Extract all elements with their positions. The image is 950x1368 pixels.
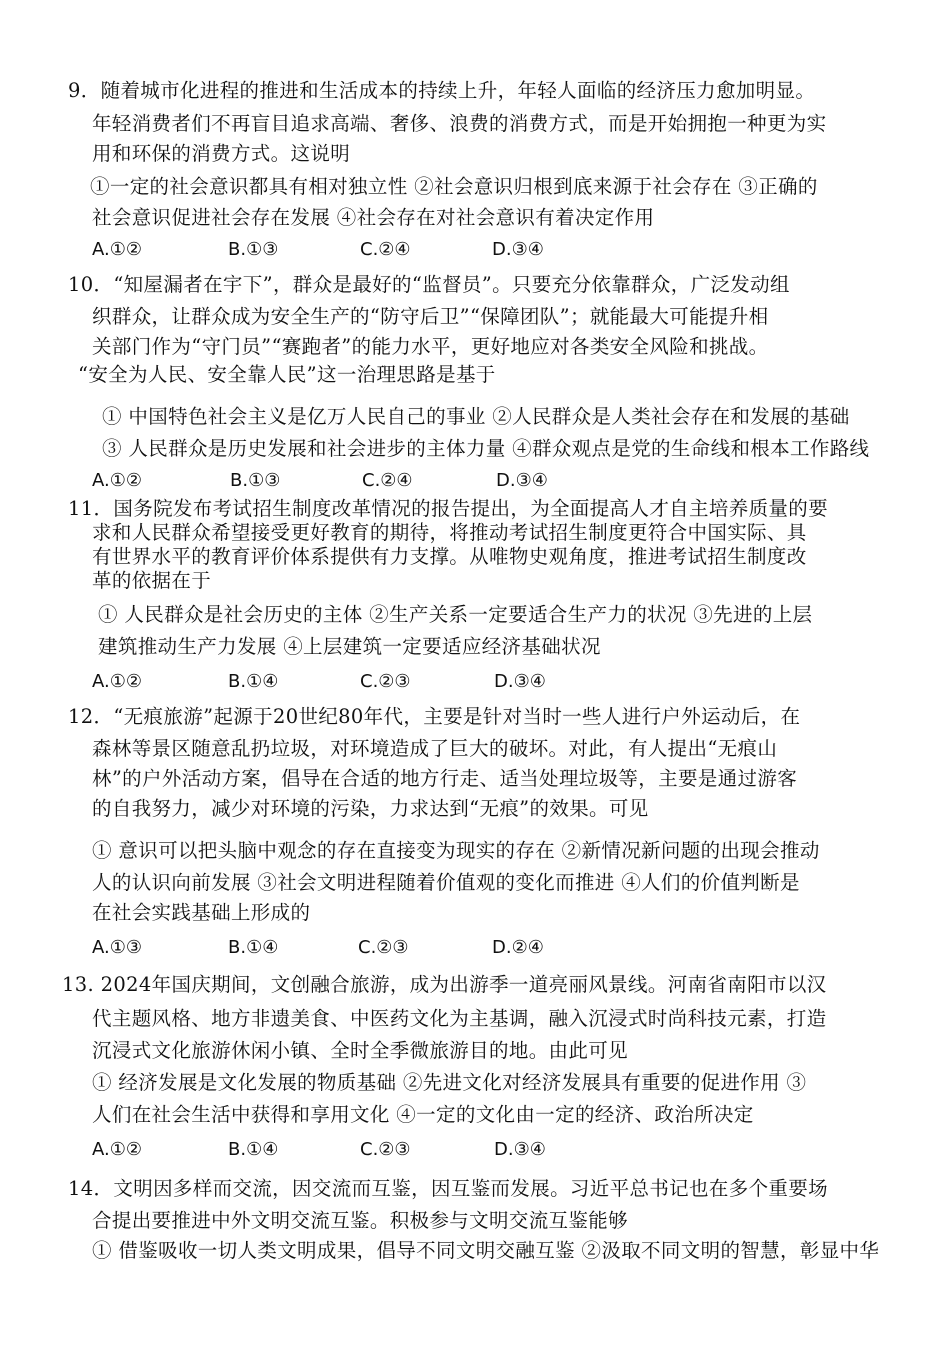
option-b: B.①③ bbox=[228, 239, 279, 260]
question-text-line: 沉浸式文化旅游休闲小镇、全时全季微旅游目的地。由此可见 bbox=[92, 1039, 628, 1062]
option-a: A.①③ bbox=[92, 937, 142, 958]
option-c: C.②④ bbox=[362, 470, 413, 491]
question-text-line: 13. 2024年国庆期间，文创融合旅游，成为出游季一道亮丽风景线。河南省南阳市以汉 bbox=[62, 973, 827, 996]
option-d: D.②④ bbox=[492, 937, 544, 958]
statement-line: 社会意识促进社会存在发展 ④社会存在对社会意识有着决定作用 bbox=[92, 206, 655, 229]
statement-line: 人们在社会生活中获得和享用文化 ④一定的文化由一定的经济、政治所决定 bbox=[92, 1103, 754, 1126]
option-a: A.①② bbox=[92, 1139, 142, 1160]
question-text-line: 11．国务院发布考试招生制度改革情况的报告提出，为全面提高人才自主培养质量的要 bbox=[68, 497, 828, 520]
question-text-line: 革的依据在于 bbox=[92, 569, 212, 592]
question-text-line: 求和人民群众希望接受更好教育的期待，将推动考试招生制度更符合中国实际、具 bbox=[92, 521, 807, 544]
statement-line: ① 经济发展是文化发展的物质基础 ②先进文化对经济发展具有重要的促进作用 ③ bbox=[92, 1071, 807, 1094]
question-text-line: 14．文明因多样而交流，因交流而互鉴，因互鉴而发展。习近平总书记也在多个重要场 bbox=[68, 1177, 828, 1200]
question-text-line: 的自我努力，减少对环境的污染，力求达到“无痕”的效果。可见 bbox=[92, 797, 649, 820]
question-text-line: 代主题风格、地方非遗美食、中医药文化为主基调，融入沉浸式时尚科技元素，打造 bbox=[92, 1007, 827, 1030]
statement-line: ① 借鉴吸收一切人类文明成果，倡导不同文明交融互鉴 ②汲取不同文明的智慧，彰显中华 bbox=[92, 1239, 880, 1262]
statement-line: 在社会实践基础上形成的 bbox=[92, 901, 311, 924]
option-a: A.①② bbox=[92, 239, 142, 260]
statement-line: ① 意识可以把头脑中观念的存在直接变为现实的存在 ②新情况新问题的出现会推动 bbox=[92, 839, 820, 862]
option-d: D.③④ bbox=[496, 470, 548, 491]
option-d: D.③④ bbox=[494, 671, 546, 692]
option-b: B.①④ bbox=[228, 937, 279, 958]
option-c: C.②③ bbox=[360, 671, 411, 692]
option-b: B.①③ bbox=[230, 470, 281, 491]
question-text-line: 9．随着城市化进程的推进和生活成本的持续上升，年轻人面临的经济压力愈加明显。 bbox=[68, 79, 816, 102]
option-b: B.①④ bbox=[228, 671, 279, 692]
statement-line: 建筑推动生产力发展 ④上层建筑一定要适应经济基础状况 bbox=[98, 635, 601, 658]
option-c: C.②③ bbox=[358, 937, 409, 958]
statement-line: ③ 人民群众是历史发展和社会进步的主体力量 ④群众观点是党的生命线和根本工作路线 bbox=[102, 437, 870, 460]
statement-line: ① 中国特色社会主义是亿万人民自己的事业 ②人民群众是人类社会存在和发展的基础 bbox=[102, 405, 850, 428]
option-c: C.②④ bbox=[360, 239, 411, 260]
statement-line: ①一定的社会意识都具有相对独立性 ②社会意识归根到底来源于社会存在 ③正确的 bbox=[90, 175, 818, 198]
question-text-line: 有世界水平的教育评价体系提供有力支撑。从唯物史观角度，推进考试招生制度改 bbox=[92, 545, 807, 568]
question-text-line: 林”的户外活动方案，倡导在合适的地方行走、适当处理垃圾等，主要是通过游客 bbox=[92, 767, 798, 790]
option-a: A.①② bbox=[92, 470, 142, 491]
question-text-line: 关部门作为“守门员”“赛跑者”的能力水平，更好地应对各类安全风险和挑战。 bbox=[92, 335, 769, 358]
question-text-line: 织群众，让群众成为安全生产的“防守后卫”“保障团队”；就能最大可能提升相 bbox=[92, 305, 769, 328]
option-c: C.②③ bbox=[360, 1139, 411, 1160]
option-a: A.①② bbox=[92, 671, 142, 692]
option-d: D.③④ bbox=[494, 1139, 546, 1160]
statement-line: ① 人民群众是社会历史的主体 ②生产关系一定要适合生产力的状况 ③先进的上层 bbox=[98, 603, 813, 626]
statement-line: 人的认识向前发展 ③社会文明进程随着价值观的变化而推进 ④人们的价值判断是 bbox=[92, 871, 800, 894]
question-text-line: 10．“知屋漏者在宇下”，群众是最好的“监督员”。只要充分依靠群众，广泛发动组 bbox=[68, 273, 790, 296]
option-b: B.①④ bbox=[228, 1139, 279, 1160]
question-text-line: 年轻消费者们不再盲目追求高端、奢侈、浪费的消费方式，而是开始拥抱一种更为实 bbox=[92, 112, 827, 135]
question-text-line: 用和环保的消费方式。这说明 bbox=[92, 142, 351, 165]
question-text-line: 合提出要推进中外文明交流互鉴。积极参与文明交流互鉴能够 bbox=[92, 1209, 628, 1232]
question-text-line: “安全为人民、安全靠人民”这一治理思路是基于 bbox=[78, 363, 496, 386]
question-text-line: 森林等景区随意乱扔垃圾，对环境造成了巨大的破坏。对此，有人提出“无痕山 bbox=[92, 737, 778, 760]
question-text-line: 12．“无痕旅游”起源于20世纪80年代，主要是针对当时一些人进行户外运动后，在 bbox=[68, 705, 801, 728]
option-d: D.③④ bbox=[492, 239, 544, 260]
